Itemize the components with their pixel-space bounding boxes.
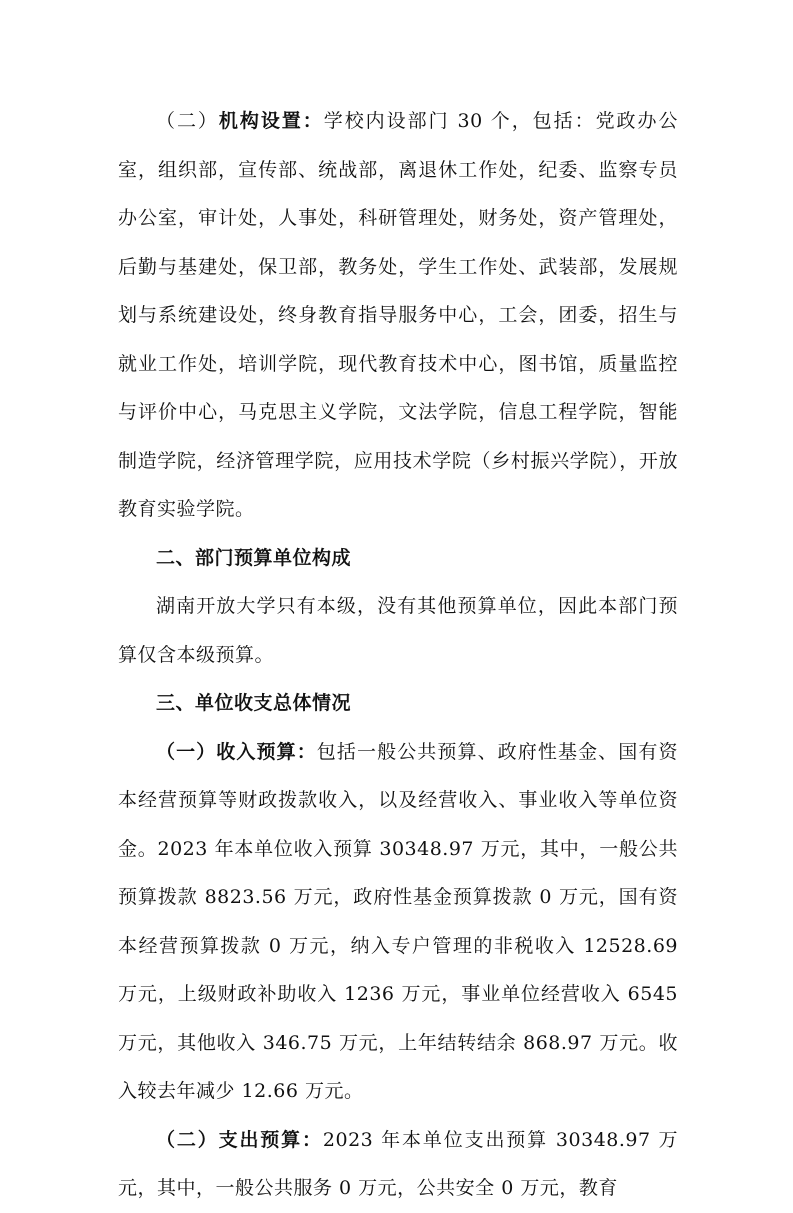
paragraph-expense-budget	[118, 1116, 678, 1213]
document-content	[118, 97, 678, 1213]
paragraph-org-structure	[118, 97, 678, 534]
paragraph-income-budget	[118, 728, 678, 1116]
income-lead: （一）收入预算：	[156, 740, 317, 763]
org-prefix: （二）	[156, 110, 219, 132]
heading-income-expense: 三、单位收支总体情况	[156, 692, 352, 714]
heading-budget-units: 二、部门预算单位构成	[156, 546, 352, 569]
expense-lead: （二）支出预算：	[156, 1128, 323, 1151]
income-body: 包括一般公共预算、政府性基金、国有资本经营预算等财政拨款收入，以及经营收入、事业收入等单位资金。2023 年本单位收入预算 30348.97 万元，其中，一般公共预算拨款 8823.56 万元，政府性基金预算拨款 0 万元，国有资本经营预算拨款 0 万元，纳入专户管理的非税收入 12528.69 万元，上级财政补助收入 1236 万元，事业单位经营收入 6545 万元，其他收入 346.75 万元，上年结转结余 868.97 万元。收入较去年减少 12.66 万元。	[118, 740, 678, 1102]
expense-body: 2023 年本单位支出预算 30348.97 万元，其中，一般公共服务 0 万元，公共安全 0 万元，教育	[118, 1128, 678, 1199]
org-lead: 机构设置：	[218, 110, 324, 132]
org-body: 学校内设部门 30 个，包括：党政办公室，组织部，宣传部、统战部，离退休工作处，纪委、监察专员办公室，审计处，人事处，科研管理处，财务处，资产管理处，后勤与基建处，保卫部，教务处，学生工作处、武装部，发展规划与系统建设处，终身教育指导服务中心，工会，团委，招生与就业工作处，培训学院，现代教育技术中心，图书馆，质量监控与评价中心，马克思主义学院，文法学院，信息工程学院，智能制造学院，经济管理学院，应用技术学院（乡村振兴学院），开放教育实验学院。	[118, 110, 678, 520]
paragraph-budget-units: 湖南开放大学只有本级，没有其他预算单位，因此本部门预算仅含本级预算。	[118, 595, 678, 666]
